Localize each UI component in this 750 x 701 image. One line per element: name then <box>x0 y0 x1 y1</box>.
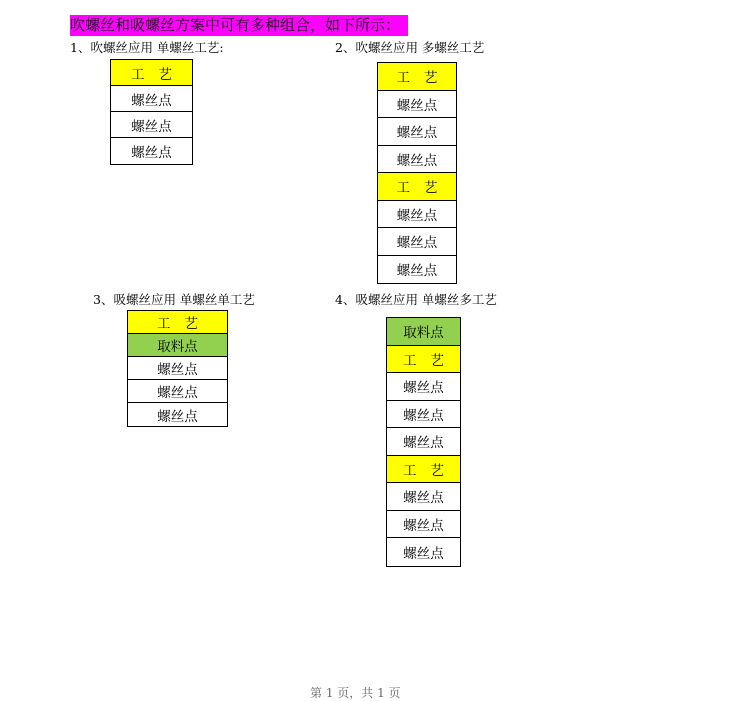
screw-point-cell: 螺丝点 <box>378 256 456 284</box>
screw-point-cell: 螺丝点 <box>111 112 192 138</box>
diagram-2-column <box>377 62 457 284</box>
screw-point-cell: 螺丝点 <box>387 428 460 456</box>
screw-point-cell: 螺丝点 <box>111 86 192 112</box>
pick-point-cell: 取料点 <box>128 334 227 357</box>
screw-point-cell: 螺丝点 <box>378 91 456 119</box>
pick-point-cell: 取料点 <box>387 318 460 346</box>
diagram-3-label: 3、吸螺丝应用 单螺丝单工艺 <box>93 292 255 307</box>
diagram-2-label: 2、吹螺丝应用 多螺丝工艺 <box>335 40 485 55</box>
screw-point-cell: 螺丝点 <box>378 118 456 146</box>
screw-point-cell: 螺丝点 <box>387 373 460 401</box>
diagram-3-column <box>127 310 228 427</box>
process-cell: 工艺 <box>387 456 460 484</box>
screw-point-cell: 螺丝点 <box>378 228 456 256</box>
process-cell: 工艺 <box>378 63 456 91</box>
screw-point-cell: 螺丝点 <box>128 357 227 380</box>
page-footer: 第 1 页，共 1 页 <box>310 686 401 700</box>
diagram-1-column <box>110 59 193 165</box>
process-cell: 工艺 <box>387 346 460 374</box>
diagram-1-label: 1、吹螺丝应用 单螺丝工艺: <box>70 40 224 55</box>
screw-point-cell: 螺丝点 <box>387 538 460 566</box>
process-cell: 工艺 <box>111 60 192 86</box>
page-title: 吹螺丝和吸螺丝方案中可有多种组合，如下所示： <box>70 15 408 36</box>
screw-point-cell: 螺丝点 <box>378 146 456 174</box>
diagram-4-column <box>386 317 461 567</box>
screw-point-cell: 螺丝点 <box>111 138 192 164</box>
process-cell: 工艺 <box>128 311 227 334</box>
process-cell: 工艺 <box>378 173 456 201</box>
screw-point-cell: 螺丝点 <box>387 483 460 511</box>
diagram-4-label: 4、吸螺丝应用 单螺丝多工艺 <box>335 292 497 307</box>
screw-point-cell: 螺丝点 <box>128 403 227 426</box>
screw-point-cell: 螺丝点 <box>378 201 456 229</box>
screw-point-cell: 螺丝点 <box>387 511 460 539</box>
screw-point-cell: 螺丝点 <box>128 380 227 403</box>
screw-point-cell: 螺丝点 <box>387 401 460 429</box>
